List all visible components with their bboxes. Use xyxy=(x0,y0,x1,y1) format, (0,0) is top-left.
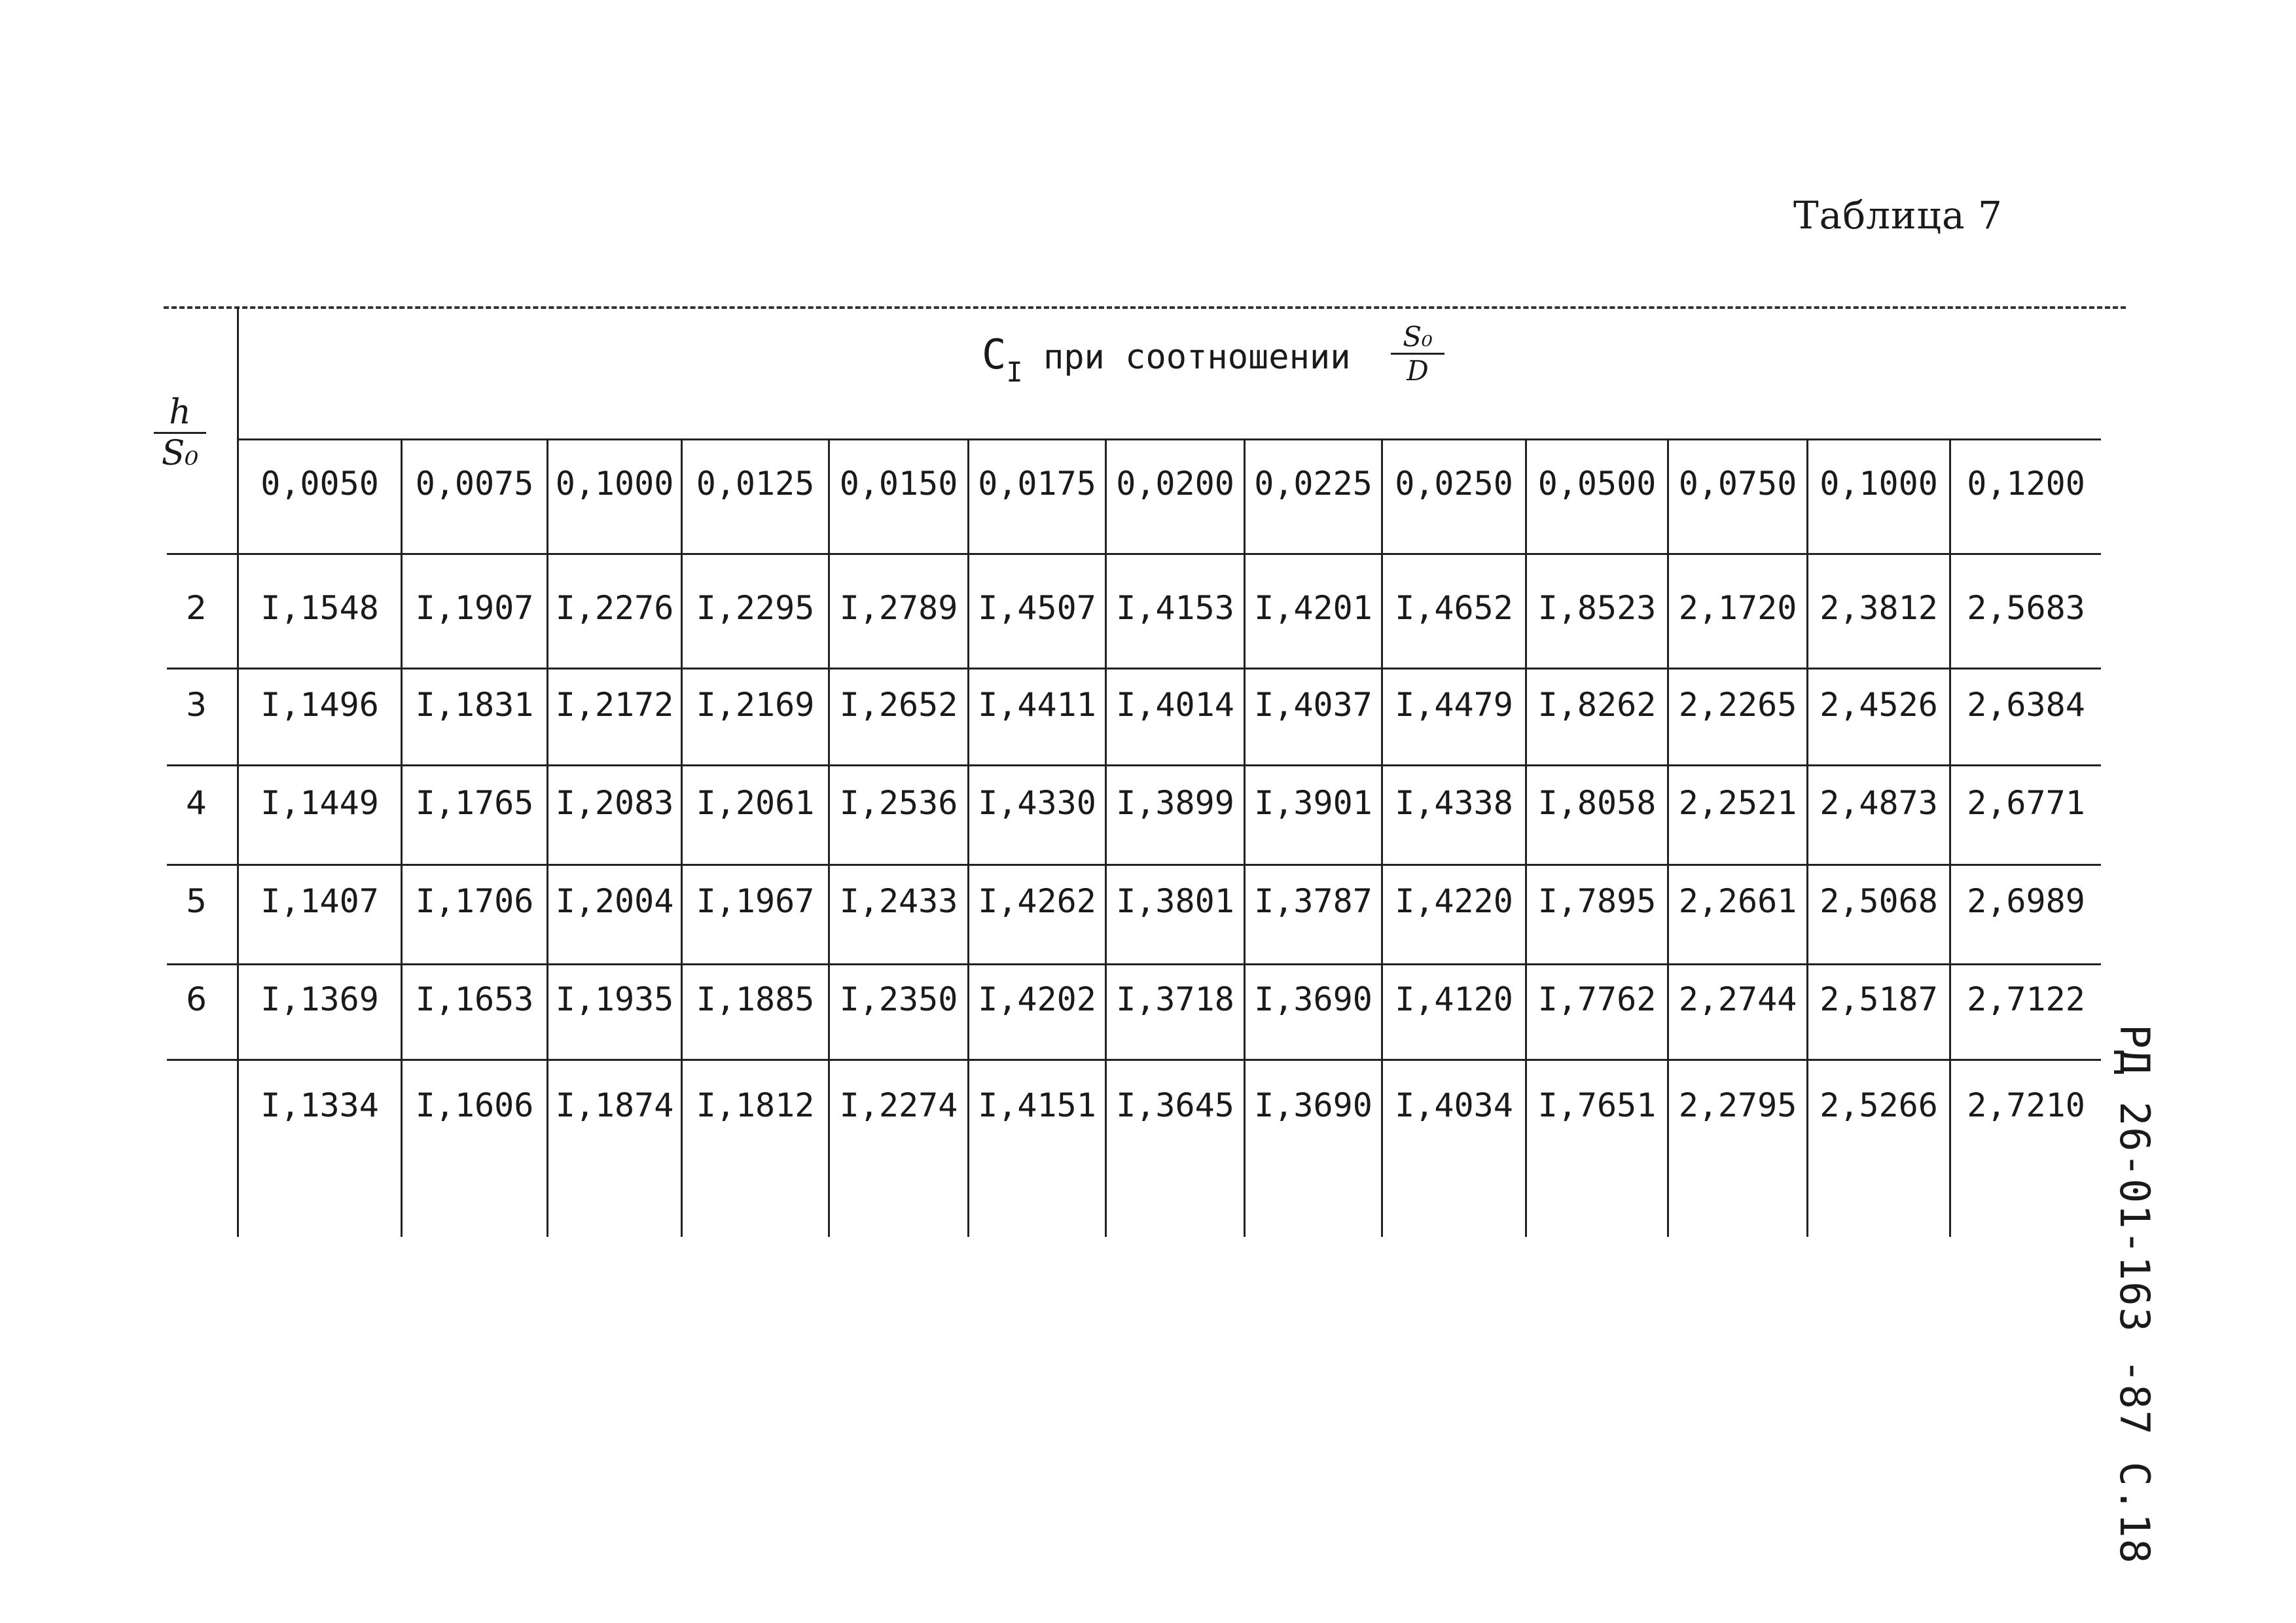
table-cell: I,4652 xyxy=(1395,589,1513,627)
table-cell: 2,7210 xyxy=(1967,1086,2085,1124)
table-cell: I,3718 xyxy=(1116,980,1234,1018)
table-cell: I,3690 xyxy=(1254,1086,1372,1124)
table-cell: I,4220 xyxy=(1395,882,1513,920)
table-cell: 2,3812 xyxy=(1820,589,1938,627)
table-cell: I,4262 xyxy=(978,882,1096,920)
table-cell: 2,6989 xyxy=(1967,882,2085,920)
table-cell: I,4202 xyxy=(978,980,1096,1018)
table-cell: I,7651 xyxy=(1537,1086,1657,1124)
row-rule xyxy=(167,553,2101,555)
table-cell: I,1935 xyxy=(555,980,674,1018)
table-cell: 2,2521 xyxy=(1678,784,1797,822)
column-header: 0,0200 xyxy=(1116,465,1234,503)
table-cell: I,1548 xyxy=(260,589,379,627)
table-title: Таблица 7 xyxy=(1793,193,2003,238)
column-header: 0,0150 xyxy=(839,465,958,503)
corner-fraction xyxy=(154,393,206,473)
table-cell: I,1334 xyxy=(260,1086,379,1124)
column-header: 0,0075 xyxy=(415,465,534,503)
table-cell: I,1885 xyxy=(696,980,815,1018)
column-header: 0,0175 xyxy=(978,465,1096,503)
caption-symbol: C xyxy=(982,330,1007,378)
ratio-numerator: S₀ xyxy=(1403,321,1433,353)
table-cell: 2,2744 xyxy=(1678,980,1797,1018)
column-header: 0,0050 xyxy=(260,465,379,503)
table-cell: I,2004 xyxy=(555,882,674,920)
table-cell: I,2789 xyxy=(839,589,958,627)
caption-text: при соотношении xyxy=(1043,338,1351,377)
table-cell: I,4411 xyxy=(978,686,1096,724)
table-cell: I,2536 xyxy=(839,784,958,822)
table-cell: 2,1720 xyxy=(1678,589,1797,627)
table-cell: I,1907 xyxy=(415,589,534,627)
table-cell: I,4120 xyxy=(1395,980,1513,1018)
table-cell: I,2172 xyxy=(555,686,674,724)
table-cell: I,2652 xyxy=(839,686,958,724)
table-cell: I,7762 xyxy=(1537,980,1657,1018)
table-cell: I,4034 xyxy=(1395,1086,1513,1124)
table-cell: I,7895 xyxy=(1537,882,1657,920)
table-cell: I,1449 xyxy=(260,784,379,822)
row-rule xyxy=(167,668,2101,669)
column-header: 0,1200 xyxy=(1967,465,2085,503)
table-cell: I,2433 xyxy=(839,882,958,920)
column-header: 0,0225 xyxy=(1254,465,1372,503)
table-cell: I,2169 xyxy=(696,686,815,724)
corner-denominator: S₀ xyxy=(161,434,199,473)
table-cell: I,4151 xyxy=(978,1086,1096,1124)
table-cell: 2,4526 xyxy=(1820,686,1938,724)
column-header: 0,1000 xyxy=(1820,465,1938,503)
table-cell: 2,5187 xyxy=(1820,980,1938,1018)
table-cell: I,1407 xyxy=(260,882,379,920)
table-cell: I,2061 xyxy=(696,784,815,822)
row-key: 6 xyxy=(186,980,207,1018)
table-cell: I,4014 xyxy=(1116,686,1234,724)
table-cell: 2,5068 xyxy=(1820,882,1938,920)
table-cell: I,1812 xyxy=(696,1086,815,1124)
row-key: 5 xyxy=(186,882,207,920)
table-cell: I,8523 xyxy=(1537,589,1657,627)
row-key: 4 xyxy=(186,784,207,822)
table-cell: 2,2265 xyxy=(1678,686,1797,724)
corner-numerator: h xyxy=(169,393,191,432)
row-rule xyxy=(167,764,2101,766)
column-header: 0,1000 xyxy=(555,465,674,503)
table-cell: 2,6771 xyxy=(1967,784,2085,822)
table-cell: I,4507 xyxy=(978,589,1096,627)
table-cell: I,2274 xyxy=(839,1086,958,1124)
row-key: 3 xyxy=(186,686,207,724)
table-cell: I,4037 xyxy=(1254,686,1372,724)
table-cell: I,4330 xyxy=(978,784,1096,822)
table-cell: I,2350 xyxy=(839,980,958,1018)
row-rule xyxy=(167,963,2101,965)
table-cell: 2,2661 xyxy=(1678,882,1797,920)
table-cell: I,1831 xyxy=(415,686,534,724)
table-cell: I,3901 xyxy=(1254,784,1372,822)
caption-subscript: I xyxy=(1006,356,1023,388)
table-cell: I,4338 xyxy=(1395,784,1513,822)
table-cell: I,4153 xyxy=(1116,589,1234,627)
table-cell: I,3801 xyxy=(1116,882,1234,920)
table-cell: I,3899 xyxy=(1116,784,1234,822)
column-header: 0,0750 xyxy=(1678,465,1797,503)
table-cell: I,1967 xyxy=(696,882,815,920)
table-cell: I,8058 xyxy=(1537,784,1657,822)
table-cell: I,8262 xyxy=(1537,686,1657,724)
row-rule xyxy=(167,1059,2101,1061)
table-cell: 2,5266 xyxy=(1820,1086,1938,1124)
ratio-denominator: D xyxy=(1407,355,1429,387)
column-header: 0,0125 xyxy=(696,465,815,503)
table-cell: I,2083 xyxy=(555,784,674,822)
table-cell: I,1496 xyxy=(260,686,379,724)
table-cell: 2,4873 xyxy=(1820,784,1938,822)
table-cell: I,3690 xyxy=(1254,980,1372,1018)
table-cell: 2,6384 xyxy=(1967,686,2085,724)
ratio-fraction xyxy=(1391,321,1444,387)
table-cell: I,3645 xyxy=(1116,1086,1234,1124)
table-cell: I,4479 xyxy=(1395,686,1513,724)
table-cell: 2,7122 xyxy=(1967,980,2085,1018)
table-cell: I,2276 xyxy=(555,589,674,627)
table-cell: 2,2795 xyxy=(1678,1086,1797,1124)
table-cell: 2,5683 xyxy=(1967,589,2085,627)
table-cell: I,2295 xyxy=(696,589,815,627)
table-cell: I,4201 xyxy=(1254,589,1372,627)
table-cell: I,1874 xyxy=(555,1086,674,1124)
document-code: РД 26-01-163 -87 С.18 xyxy=(2111,1024,2159,1565)
table-cell: I,3787 xyxy=(1254,882,1372,920)
header-caption xyxy=(982,330,1351,388)
table-cell: I,1706 xyxy=(415,882,534,920)
table-cell: I,1606 xyxy=(415,1086,534,1124)
table-cell: I,1653 xyxy=(415,980,534,1018)
row-key: 2 xyxy=(186,589,207,627)
row-rule xyxy=(167,864,2101,866)
column-header: 0,0250 xyxy=(1395,465,1513,503)
header-rule xyxy=(237,438,2101,440)
table-top-border xyxy=(164,306,2126,309)
column-header: 0,0500 xyxy=(1537,465,1657,503)
table-cell: I,1369 xyxy=(260,980,379,1018)
table-cell: I,1765 xyxy=(415,784,534,822)
